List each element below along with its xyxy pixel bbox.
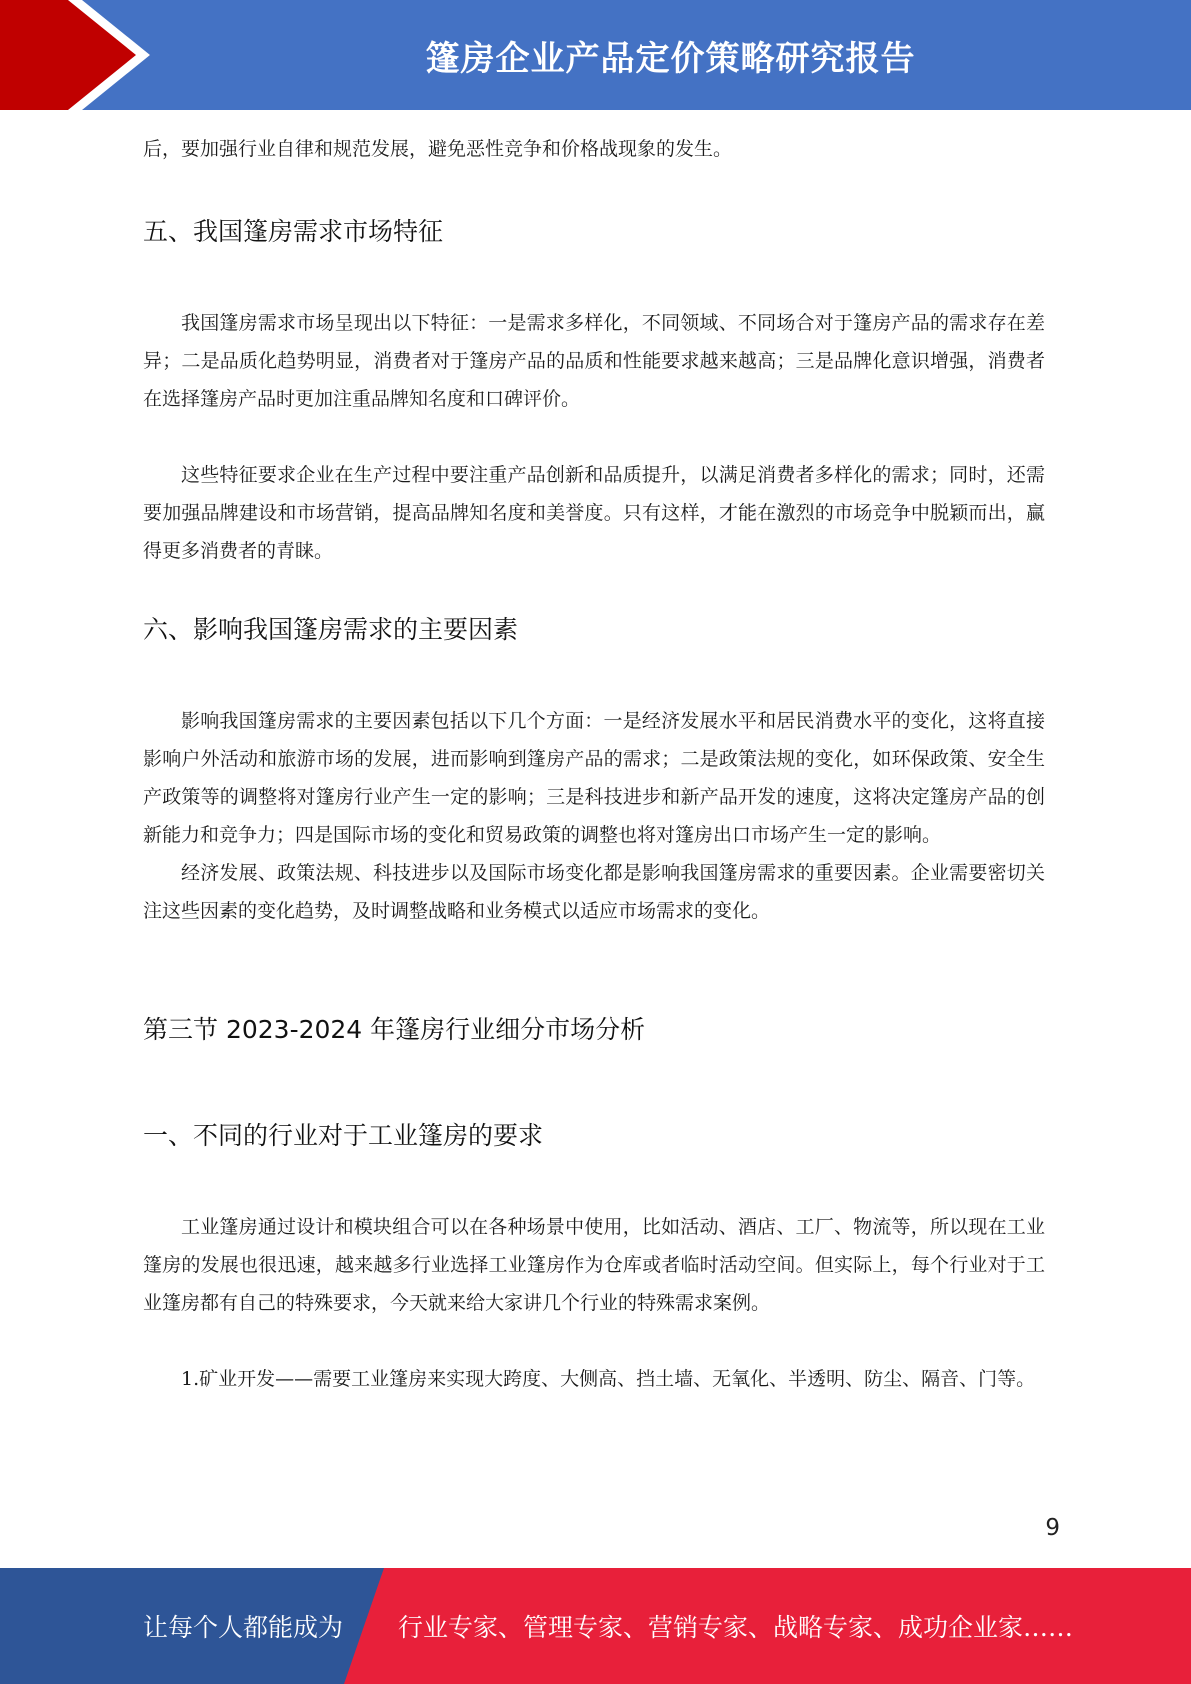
- subsection-heading-1: 一、不同的行业对于工业篷房的要求: [143, 1121, 544, 1150]
- section5-paragraph-2: 这些特征要求企业在生产过程中要注重产品创新和品质提升，以满足消费者多样化的需求；同时，还需要加强品牌建设和市场营销，提高品牌知名度和美誉度。只有这样，才能在激烈的市场竞争中脱颖而出，赢得更多消费者的青睐。: [143, 464, 1045, 562]
- page-header: [0, 0, 1191, 110]
- subsection1-paragraph-1: 工业篷房通过设计和模块组合可以在各种场景中使用，比如活动、酒店、工厂、物流等，所以现在工业篷房的发展也很迅速，越来越多行业选择工业篷房作为仓库或者临时活动空间。但实际上，每个行业对于工业篷房都有自己的特殊要求，今天就来给大家讲几个行业的特殊需求案例。: [143, 1216, 1045, 1314]
- chapter-section-title: 第三节 2023-2024 年篷房行业细分市场分析: [143, 1015, 646, 1044]
- section-heading-5: 五、我国篷房需求市场特征: [143, 217, 444, 246]
- page-footer: [0, 1568, 1191, 1684]
- footer-slogan: 让每个人都能成为: [143, 1613, 344, 1642]
- section6-paragraph-1: 影响我国篷房需求的主要因素包括以下几个方面：一是经济发展水平和居民消费水平的变化，这将直接影响户外活动和旅游市场的发展，进而影响到篷房产品的需求；二是政策法规的变化，如环保政策、安全生产政策等的调整将对篷房行业产生一定的影响；三是科技进步和新产品开发的速度，这将决定篷房产品的创新能力和竞争力；四是国际市场的变化和贸易政策的调整也将对篷房出口市场产生一定的影响。: [143, 710, 1045, 846]
- section6-paragraph-2: 经济发展、政策法规、科技进步以及国际市场变化都是影响我国篷房需求的重要因素。企业需要密切关注这些因素的变化趋势，及时调整战略和业务模式以适应市场需求的变化。: [143, 862, 1045, 922]
- section5-paragraph-1: 我国篷房需求市场呈现出以下特征：一是需求多样化，不同领域、不同场合对于篷房产品的需求存在差异；二是品质化趋势明显，消费者对于篷房产品的品质和性能要求越来越高；三是品牌化意识增强，消费者在选择篷房产品时更加注重品牌知名度和口碑评价。: [143, 312, 1045, 410]
- intro-tail-paragraph: 后，要加强行业自律和规范发展，避免恶性竞争和价格战现象的发生。: [143, 138, 733, 160]
- footer-roles: 行业专家、管理专家、营销专家、战略专家、成功企业家……: [398, 1613, 1074, 1642]
- header-title: 篷房企业产品定价策略研究报告: [425, 38, 916, 79]
- page-number: 9: [1045, 1515, 1060, 1541]
- section-heading-6: 六、影响我国篷房需求的主要因素: [143, 615, 519, 644]
- document-body: [143, 130, 1045, 1398]
- subsection1-paragraph-2: 1.矿业开发——需要工业篷房来实现大跨度、大侧高、挡土墙、无氧化、半透明、防尘、隔音、门等。: [181, 1368, 1036, 1390]
